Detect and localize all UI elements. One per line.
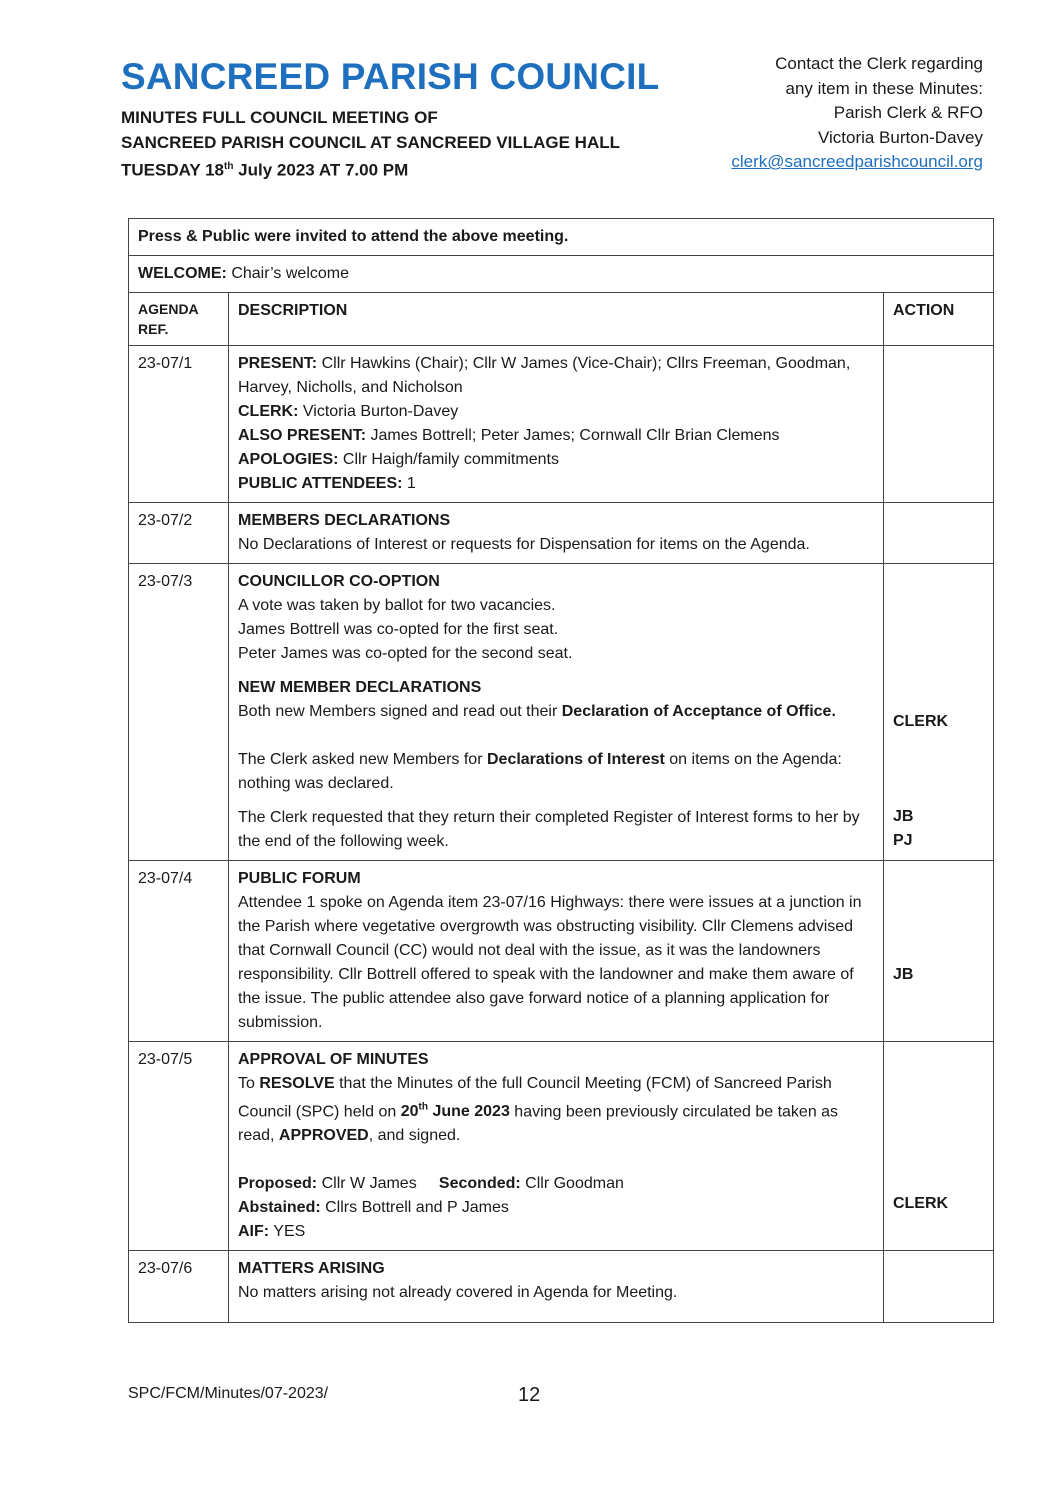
table-row <box>129 219 994 256</box>
minutes-table <box>128 218 994 1323</box>
item-description: PUBLIC FORUM Attendee 1 spoke on Agenda item 23-07/16 Highways: there were issues at a junction in the Parish where vegetative overgrowth was obstructing visibility. Cllr Clemens advised that Cornwall Council (CC) would not deal with the issue, as it was the landowners responsibility. Cllr Bottrell offered to speak with the landowner and make them aware of the issue. The public attendee also gave forward notice of a planning application for submission. <box>229 861 884 1042</box>
item-description: COUNCILLOR CO-OPTION A vote was taken by ballot for two vacancies. James Bottrell was co-opted for the first seat. Peter James was co-opted for the second seat. NEW MEMBER DECLARATIONS Both new Members signed and read out their Declaration of Acceptance of Office. The Clerk asked new Members for Declarations of Interest on items on the Agenda: nothing was declared. The Clerk requested that they return their completed Register of Interest forms to her by the end of the following week. <box>229 564 884 861</box>
contact-line: any item in these Minutes: <box>785 78 983 98</box>
table-row <box>129 256 994 293</box>
table-row <box>129 1251 994 1323</box>
item-title: PUBLIC FORUM <box>238 870 361 887</box>
agenda-ref: 23-07/4 <box>129 861 229 1042</box>
item-description: MEMBERS DECLARATIONS No Declarations of Interest or requests for Dispensation for items on the Agenda. <box>229 503 884 564</box>
welcome-row: WELCOME: Chair’s welcome <box>129 256 994 293</box>
item-subtitle: NEW MEMBER DECLARATIONS <box>238 679 482 696</box>
agenda-ref: 23-07/6 <box>129 1251 229 1323</box>
item-title: MEMBERS DECLARATIONS <box>238 512 451 529</box>
item-description: MATTERS ARISING No matters arising not already covered in Agenda for Meeting. <box>229 1251 884 1323</box>
contact-line: Contact the Clerk regarding <box>775 54 983 73</box>
action-owner: CLERK <box>892 1195 949 1212</box>
meeting-subtitle <box>121 106 620 183</box>
item-action <box>883 861 993 1042</box>
clerk-contact-block <box>731 52 983 175</box>
press-public-notice: Press & Public were invited to attend the above meeting. <box>129 219 994 256</box>
agenda-ref: 23-07/1 <box>129 346 229 503</box>
subtitle-line: MINUTES FULL COUNCIL MEETING OF <box>121 108 438 127</box>
item-action <box>883 1042 993 1251</box>
table-row <box>129 503 994 564</box>
col-header-action: ACTION <box>883 293 993 346</box>
col-header-ref: AGENDA REF. <box>129 293 229 346</box>
action-owner: PJ <box>892 832 913 849</box>
item-action <box>883 503 993 564</box>
item-description: PRESENT: Cllr Hawkins (Chair); Cllr W James (Vice-Chair); Cllrs Freeman, Goodman, Harvey, Nicholls, and Nicholson CLERK: Victoria Burton-Davey ALSO PRESENT: James Bottrell; Peter James; Cornwall Cllr Brian Clemens APOLOGIES: Cllr Haigh/family commitments PUBLIC ATTENDEES: 1 <box>229 346 884 503</box>
item-title: APPROVAL OF MINUTES <box>238 1051 429 1068</box>
item-description: APPROVAL OF MINUTES To RESOLVE that the Minutes of the full Council Meeting (FCM) of Sancreed Parish Council (SPC) held on 20th June 2023 having been previously circulated be taken as read, APPROVED, and signed. Proposed: Cllr W James Seconded: Cllr Goodman Abstained: Cllrs Bottrell and P James AIF: YES <box>229 1042 884 1251</box>
document-reference: SPC/FCM/Minutes/07-2023/ <box>128 1385 329 1402</box>
action-owner: JB <box>892 966 914 983</box>
clerk-name: Victoria Burton-Davey <box>817 127 983 147</box>
action-owner: CLERK <box>892 713 949 730</box>
page-number: 12 <box>518 1384 541 1406</box>
item-action <box>883 346 993 503</box>
agenda-ref: 23-07/2 <box>129 503 229 564</box>
table-header-row <box>129 293 994 346</box>
agenda-ref: 23-07/3 <box>129 564 229 861</box>
council-name: SANCREED PARISH COUNCIL <box>121 56 660 97</box>
contact-line: Parish Clerk & RFO <box>833 103 983 122</box>
subtitle-line: SANCREED PARISH COUNCIL AT SANCREED VILLAGE HALL <box>121 132 621 152</box>
col-header-description: DESCRIPTION <box>229 293 884 346</box>
table-row <box>129 1042 994 1251</box>
meeting-date: TUESDAY 18th July 2023 AT 7.00 PM <box>121 160 409 180</box>
clerk-email-link[interactable]: clerk@sancreedparishcouncil.org <box>731 152 983 171</box>
agenda-ref: 23-07/5 <box>129 1042 229 1251</box>
action-owner: JB <box>892 808 914 825</box>
item-title: MATTERS ARISING <box>238 1260 385 1278</box>
item-title: COUNCILLOR CO-OPTION <box>238 573 440 590</box>
item-action <box>883 1251 993 1323</box>
item-action <box>883 564 993 861</box>
table-row <box>129 346 994 503</box>
table-row <box>129 564 994 861</box>
table-row <box>129 861 994 1042</box>
